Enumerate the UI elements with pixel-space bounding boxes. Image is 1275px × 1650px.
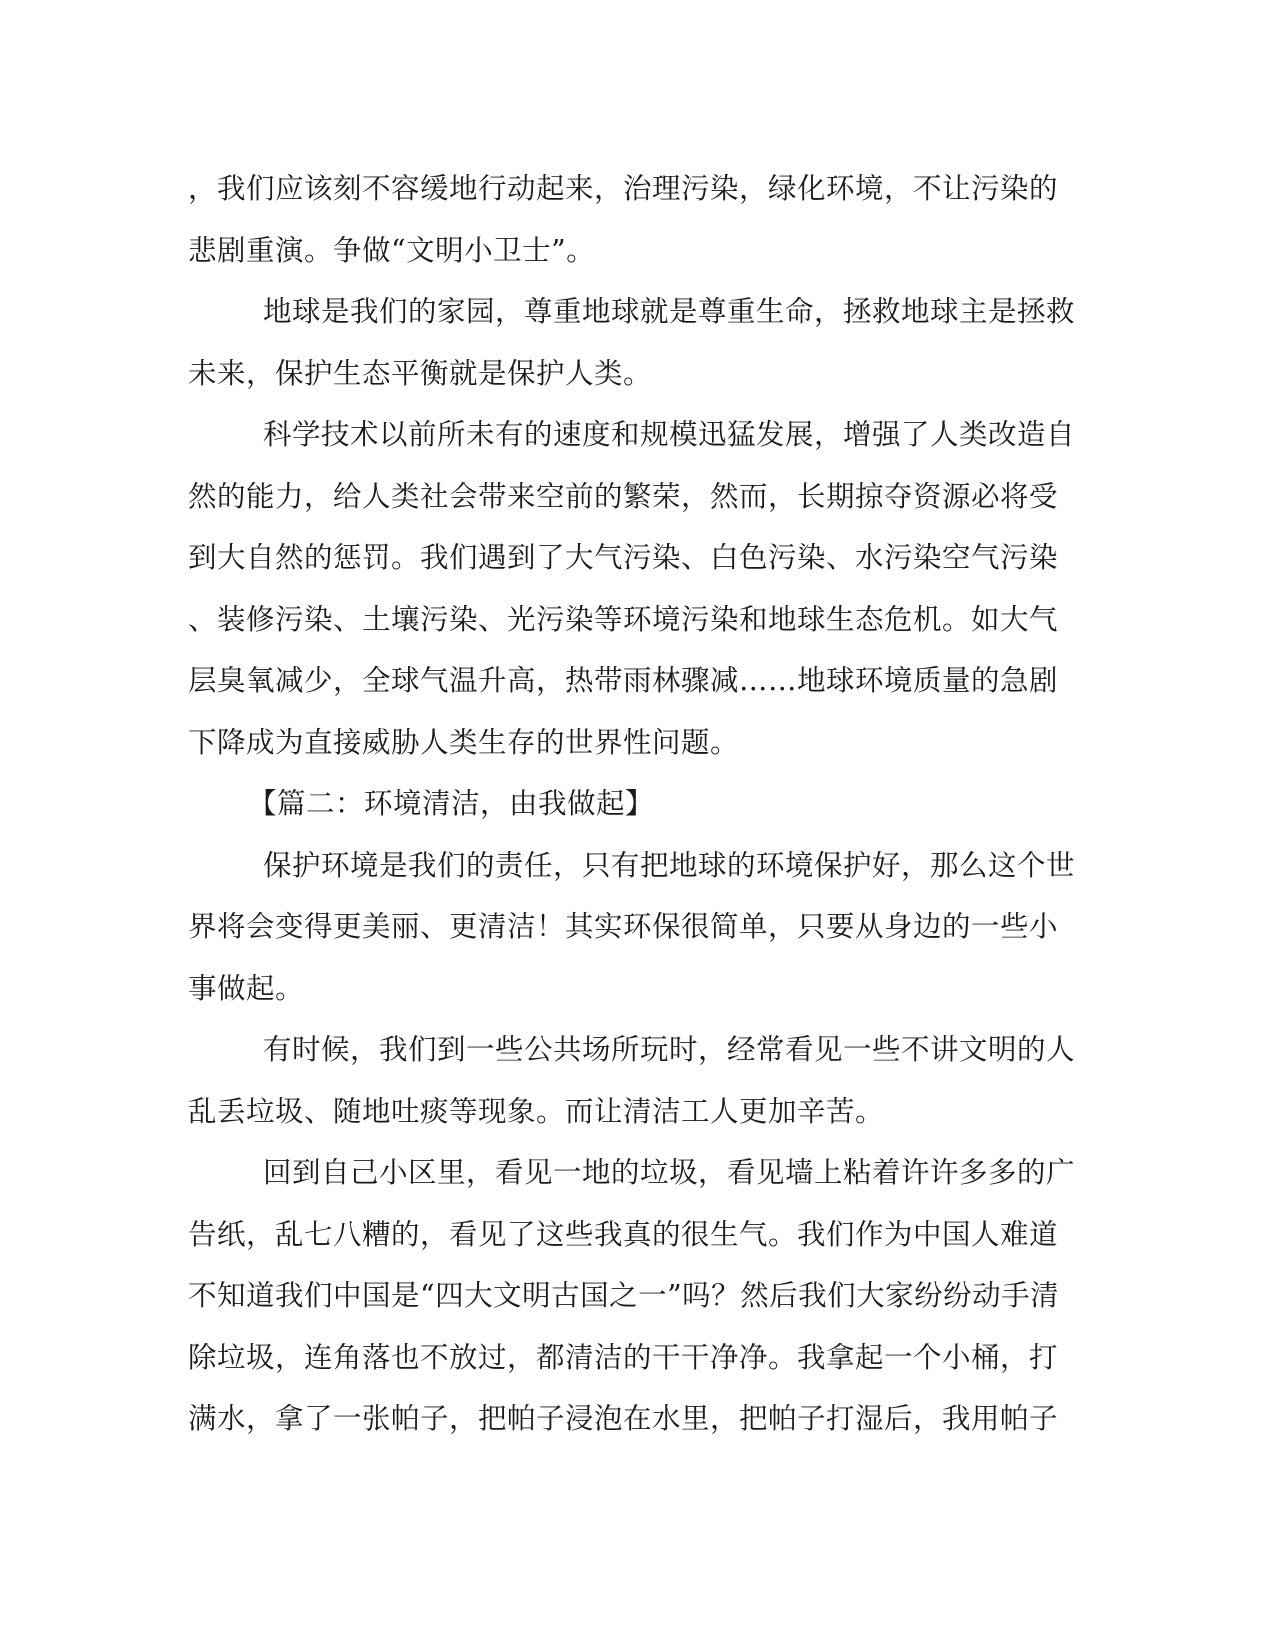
- text-line: 不知道我们中国是“四大文明古国之一”吗？然后我们大家纷纷动手清: [188, 1279, 1060, 1312]
- text-line: 告纸，乱七八糟的，看见了这些我真的很生气。我们作为中国人难道: [188, 1217, 1059, 1251]
- paragraph-start-line: 有时候，我们到一些公共场所玩时，经常看见一些不讲文明的人: [263, 1033, 1076, 1066]
- text-line: 下降成为直接威胁人类生存的世界性问题。: [188, 725, 740, 759]
- text-line: 悲剧重演。争做“文明小卫士”。: [188, 233, 596, 267]
- section-heading: 【篇二：环境清洁，由我做起】: [248, 787, 655, 820]
- text-line: 然的能力，给人类社会带来空前的繁荣，然而，长期掠夺资源必将受: [188, 479, 1059, 513]
- paragraph-start-line: 回到自己小区里，看见一地的垃圾，看见墙上粘着许许多多的广: [263, 1156, 1076, 1189]
- document-body: [188, 158, 1088, 1450]
- text-line: ，我们应该刻不容缓地行动起来，治理污染，绿化环境，不让污染的: [188, 172, 1059, 205]
- text-line: 除垃圾，连角落也不放过，都清洁的干干净净。我拿起一个小桶，打: [188, 1340, 1059, 1374]
- text-line: 界将会变得更美丽、更清洁！其实环保很简单，只要从身边的一些小: [188, 910, 1059, 943]
- text-line: 到大自然的惩罚。我们遇到了大气污染、白色污染、水污染空气污染: [188, 541, 1059, 574]
- text-line: 层臭氧减少，全球气温升高，热带雨林骤减……地球环境质量的急剧: [188, 664, 1059, 697]
- paragraph-start-line: 保护环境是我们的责任，只有把地球的环境保护好，那么这个世: [263, 848, 1076, 882]
- paragraph-start-line: 科学技术以前所未有的速度和规模迅猛发展，增强了人类改造自: [263, 418, 1076, 451]
- text-line: 、装修污染、土壤污染、光污染等环境污染和地球生态危机。如大气: [188, 602, 1059, 636]
- text-line: 事做起。: [188, 971, 305, 1005]
- text-line: 乱丢垃圾、随地吐痰等现象。而让清洁工人更加辛苦。: [188, 1094, 885, 1128]
- paragraph-start-line: 地球是我们的家园，尊重地球就是尊重生命，拯救地球主是拯救: [263, 295, 1076, 328]
- text-line: 满水，拿了一张帕子，把帕子浸泡在水里，把帕子打湿后，我用帕子: [188, 1402, 1059, 1435]
- text-line: 未来，保护生态平衡就是保护人类。: [188, 356, 653, 390]
